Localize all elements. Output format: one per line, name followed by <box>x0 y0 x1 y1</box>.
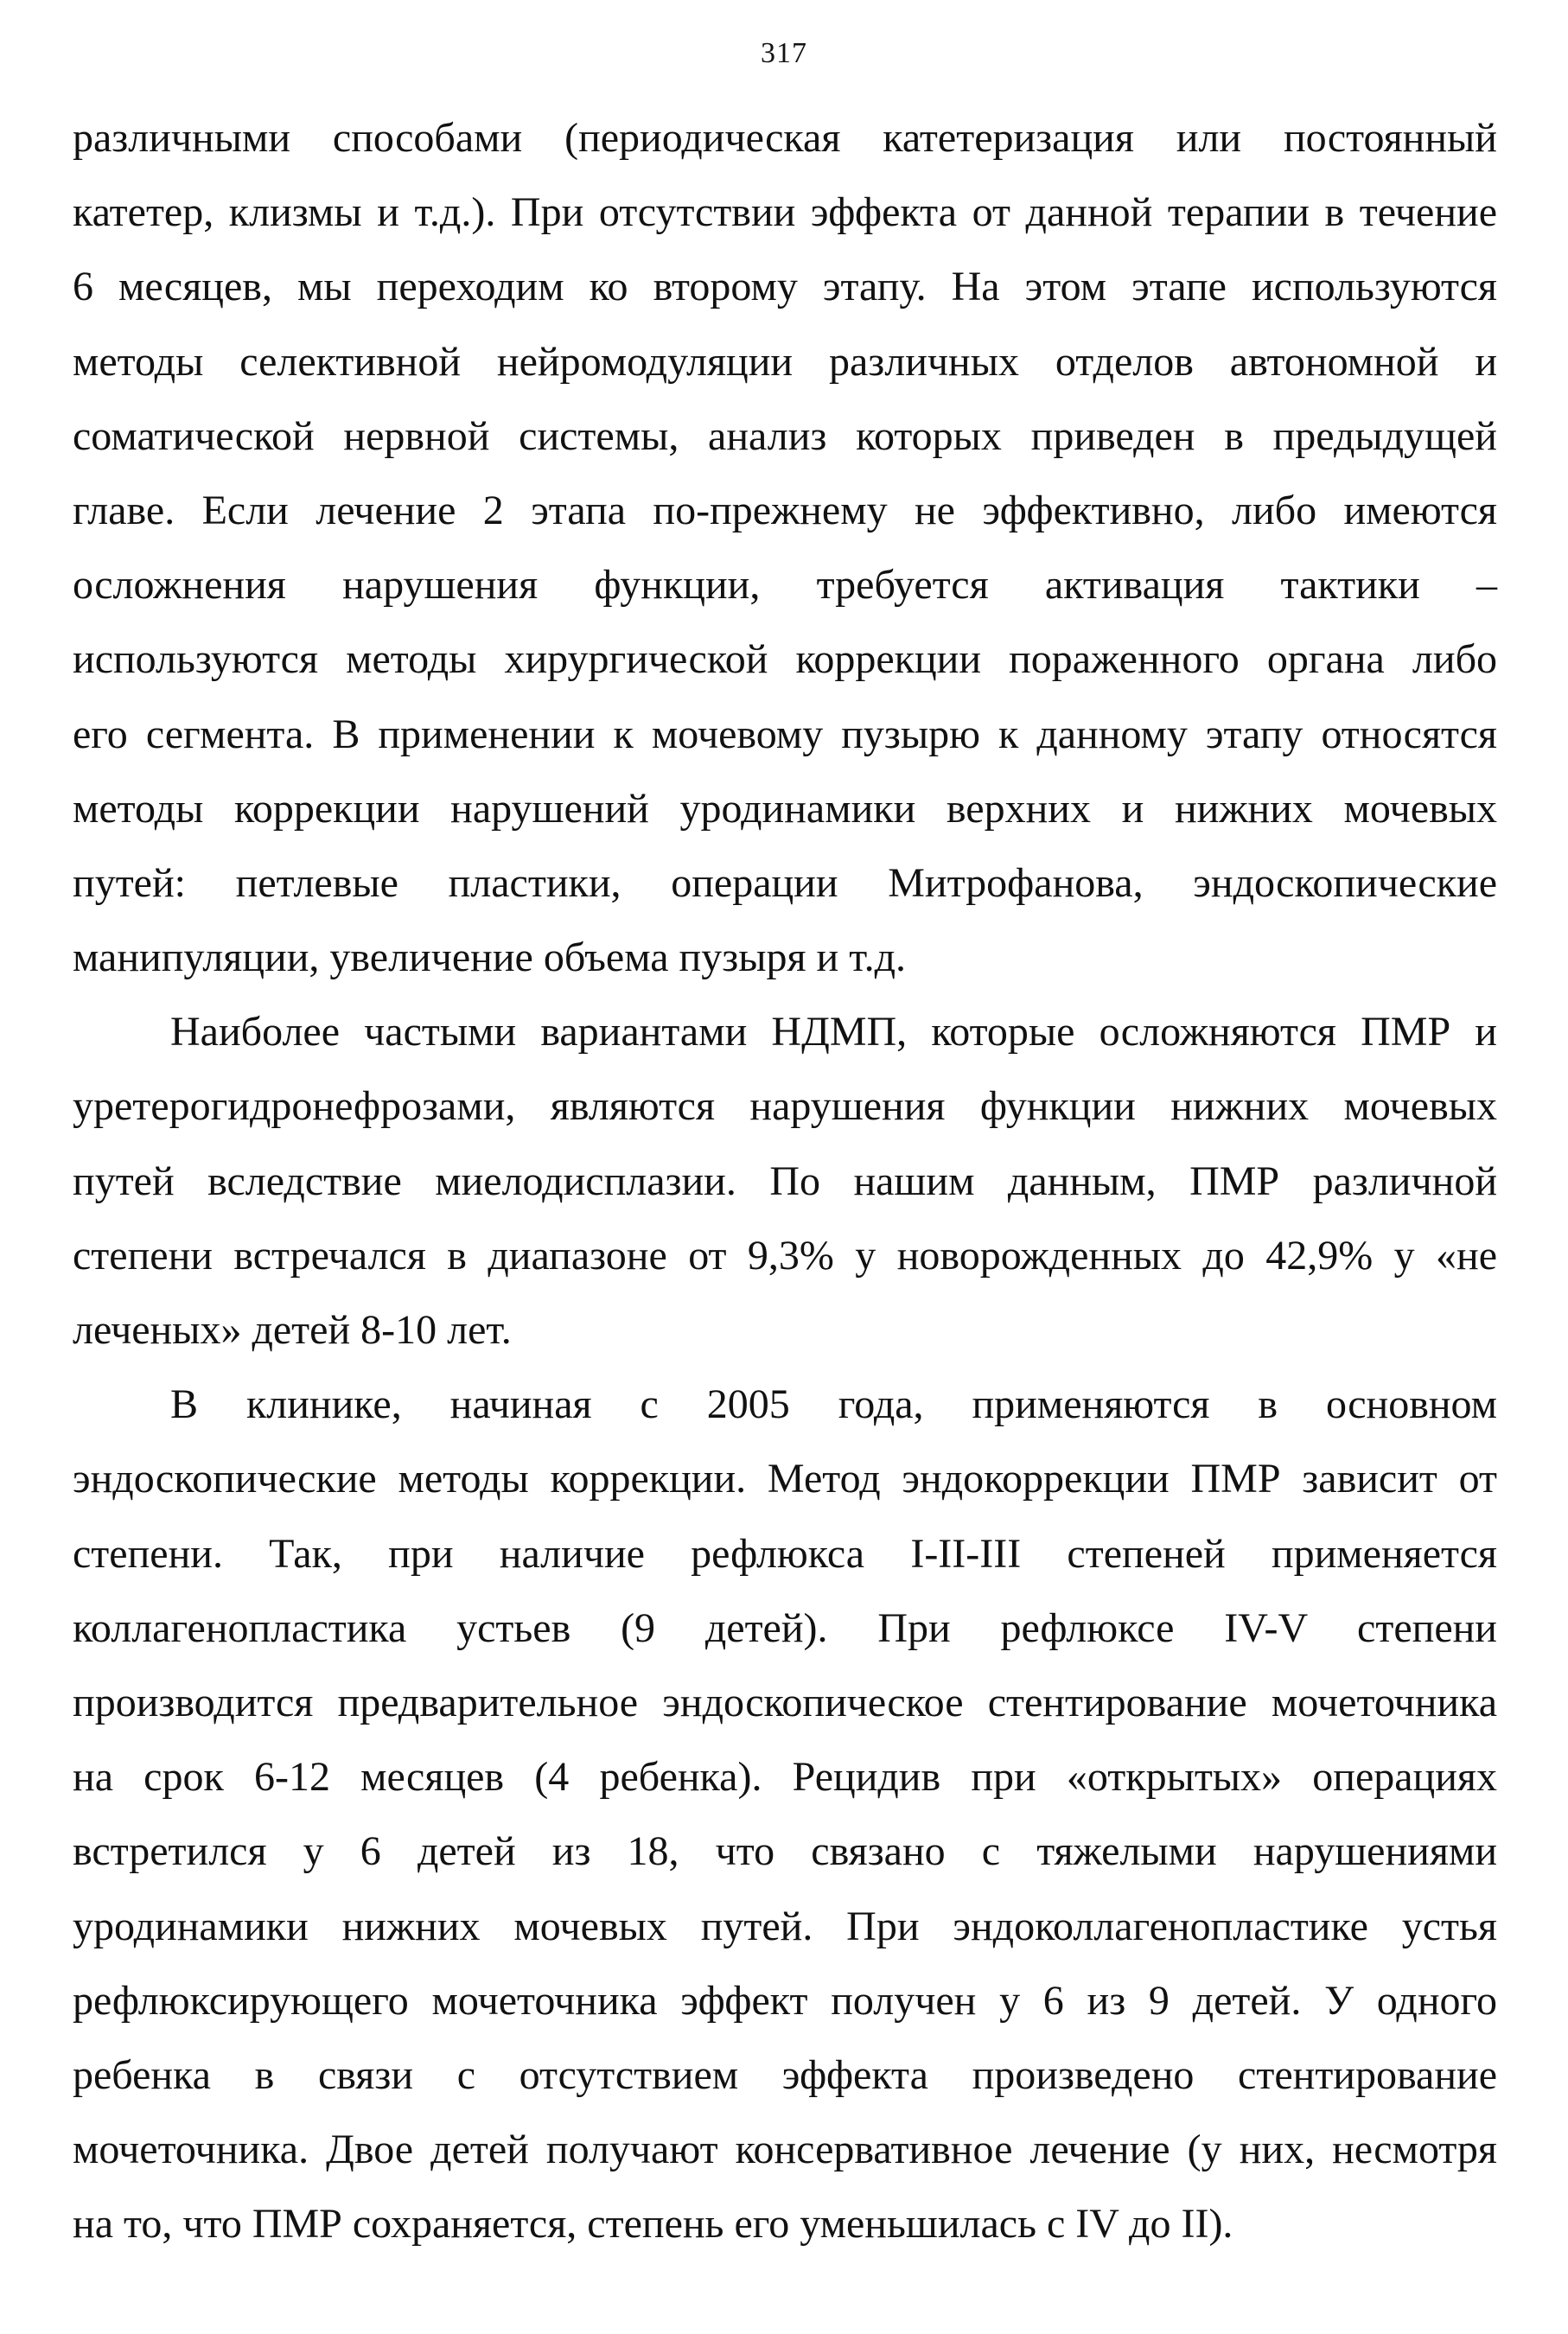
text-line: на срок 6-12 месяцев (4 ребенка). Рецидив при «открытых» операциях <box>73 1754 1497 1801</box>
text-line: В клинике, начиная с 2005 года, применяются в основном <box>170 1381 1497 1428</box>
paragraph-3 <box>73 1368 1497 2261</box>
text-line: леченых» детей 8-10 лет. <box>73 1307 512 1353</box>
text-line: на то, что ПМР сохраняется, степень его уменьшилась с IV до II). <box>73 2201 1233 2248</box>
text-line: коллагенопластика устьев (9 детей). При рефлюксе IV-V степени <box>73 1604 1497 1651</box>
paragraph-2 <box>73 995 1497 1368</box>
text-line: встретился у 6 детей из 18, что связано с тяжелыми нарушениями <box>73 1828 1497 1875</box>
text-line: Наиболее частыми вариантами НДМП, которые осложняются ПМР и <box>170 1009 1497 1055</box>
text-line: главе. Если лечение 2 этапа по-прежнему не эффективно, либо имеются <box>73 487 1497 533</box>
text-line: рефлюксирующего мочеточника эффект получен у 6 из 9 детей. У одного <box>73 1977 1497 2024</box>
page-number: 317 <box>761 37 807 69</box>
text-line: мочеточника. Двое детей получают консервативное лечение (у них, несмотря <box>73 2127 1497 2173</box>
text-line: соматической нервной системы, анализ которых приведен в предыдущей <box>73 412 1497 459</box>
text-line: различными способами (периодическая катетеризация или постоянный <box>73 115 1497 161</box>
text-line: методы селективной нейромодуляции различных отделов автономной и <box>73 338 1497 385</box>
text-line: манипуляции, увеличение объема пузыря и т.д. <box>73 934 907 981</box>
paragraph-1 <box>73 101 1497 995</box>
text-line: осложнения нарушения функции, требуется активация тактики – <box>73 562 1497 609</box>
text-line: степени. Так, при наличие рефлюкса I-II-III степеней применяется <box>73 1530 1497 1577</box>
text-line: путей вследствие миелодисплазии. По нашим данным, ПМР различной <box>73 1157 1497 1204</box>
text-line: ребенка в связи с отсутствием эффекта произведено стентирование <box>73 2051 1497 2098</box>
text-line: 6 месяцев, мы переходим ко второму этапу. На этом этапе используются <box>73 264 1497 310</box>
text-line: степени встречался в диапазоне от 9,3% у новорожденных до 42,9% у «не <box>73 1232 1497 1279</box>
text-line: производится предварительное эндоскопическое стентирование мочеточника <box>73 1679 1497 1725</box>
text-line: путей: петлевые пластики, операции Митрофанова, эндоскопические <box>73 859 1497 906</box>
text-line: методы коррекции нарушений уродинамики верхних и нижних мочевых <box>73 785 1497 832</box>
text-line: его сегмента. В применении к мочевому пузырю к данному этапу относятся <box>73 711 1497 757</box>
text-line: катетер, клизмы и т.д.). При отсутствии эффекта от данной терапии в течение <box>73 189 1497 236</box>
text-line: используются методы хирургической коррекции пораженного органа либо <box>73 636 1497 683</box>
document-body <box>73 101 1497 2261</box>
text-line: уродинамики нижних мочевых путей. При эндоколлагенопластике устья <box>73 1903 1497 1949</box>
text-line: уретерогидронефрозами, являются нарушения функции нижних мочевых <box>73 1083 1497 1130</box>
text-line: эндоскопические методы коррекции. Метод эндокоррекции ПМР зависит от <box>73 1456 1497 1502</box>
